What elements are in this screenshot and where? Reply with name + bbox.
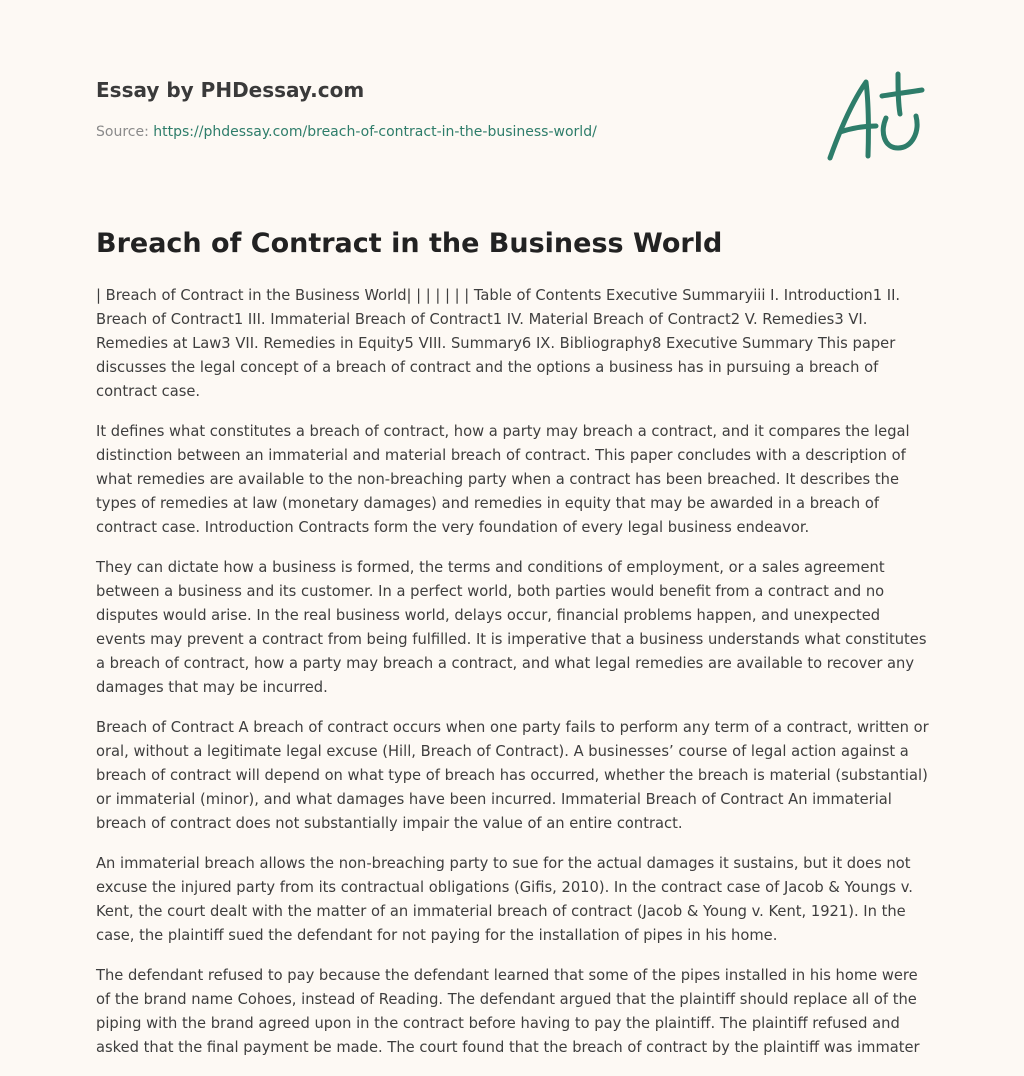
a-plus-logo-icon (822, 68, 926, 164)
source-line (96, 122, 796, 142)
page-title: Breach of Contract in the Business World (96, 228, 723, 259)
paragraph: An immaterial breach allows the non-breaching party to sue for the actual damages it sustains, but it does not excuse the injured party from its contractual obligations (Gifis, 2010). In the contract case of Jacob & Youngs v. Kent, the court dealt with the matter of an immaterial breach of contract (Jacob & Young v. Kent, 1921). In the case, the plaintiff sued the defendant for not paying for the installation of pipes in his home. (96, 855, 913, 944)
paragraph: | Breach of Contract in the Business World| | | | | | | Table of Contents Executive Summaryiii I. Introduction1 II. Breach of Contract1 III. Immaterial Breach of Contract1 IV. Material Breach of Contract2 V. Remedies3 VI. Remedies at Law3 VII. Remedies in Equity5 VIII. Summary6 IX. Bibliography8 Executive Summary This paper discusses the legal concept of a breach of contract and the options a business has in pursuing a breach of contract case. (96, 287, 901, 400)
source-label: Source: (96, 124, 149, 140)
paragraph: They can dictate how a business is formed, the terms and conditions of employment, or a sales agreement between a business and its customer. In a perfect world, both parties would benefit from a contract and no disputes would arise. In the real business world, delays occur, financial problems happen, and unexpected events may prevent a contract from being fulfilled. It is imperative that a business understands what constitutes a breach of contract, how a party may breach a contract, and what legal remedies are available to recover any damages that may be incurred. (96, 559, 927, 696)
paragraph: Breach of Contract A breach of contract occurs when one party fails to perform any term of a contract, written or oral, without a legitimate legal excuse (Hill, Breach of Contract). A businesses’ course of legal action against a breach of contract will depend on what type of breach has occurred, whether the breach is material (substantial) or immaterial (minor), and what damages have been incurred. Immaterial Breach of Contract An immaterial breach of contract does not substantially impair the value of an entire contract. (96, 719, 929, 832)
document-header (96, 76, 796, 142)
brand-title: Essay by PHDessay.com (96, 78, 365, 102)
source-link[interactable]: https://phdessay.com/breach-of-contract-in-the-business-world/ (153, 124, 597, 140)
paragraph: It defines what constitutes a breach of contract, how a party may breach a contract, and it compares the legal distinction between an immaterial and material breach of contract. This paper concludes with a description of what remedies are available to the non-breaching party when a contract has been breached. It describes the types of remedies at law (monetary damages) and remedies in equity that may be awarded in a breach of contract case. Introduction Contracts form the very foundation of every legal business endeavor. (96, 423, 910, 536)
paragraph: The defendant refused to pay because the defendant learned that some of the pipes installed in his home were of the brand name Cohoes, instead of Reading. The defendant argued that the plaintiff should replace all of the piping with the brand agreed upon in the contract before having to pay the plaintiff. The plaintiff refused and asked that the final payment be made. The court found that the breach of contract by the plaintiff was immater (96, 967, 920, 1056)
essay-body (96, 284, 932, 1076)
